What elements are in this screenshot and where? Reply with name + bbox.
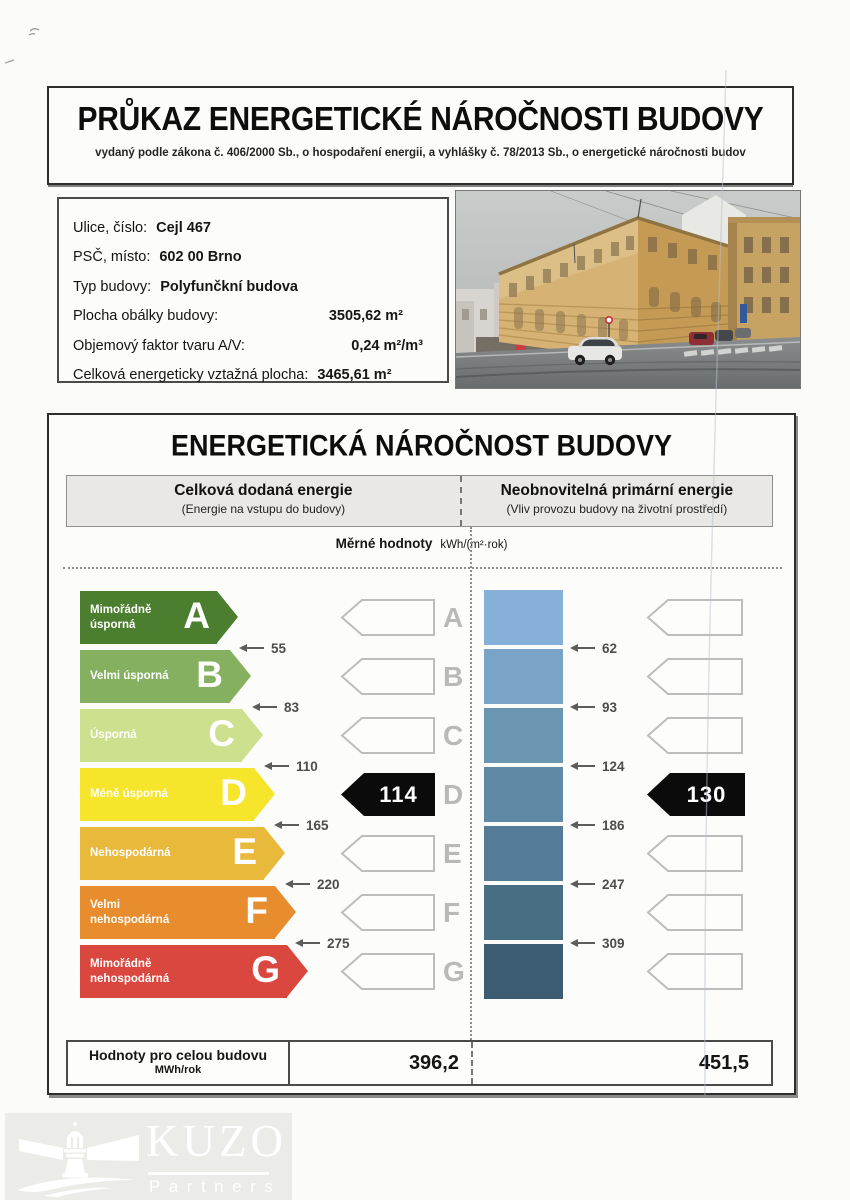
class-label: Velmi úsporná: [90, 670, 169, 683]
delivered-energy-header: [67, 476, 462, 526]
band-tip: [217, 591, 238, 643]
certificate-title-box: [47, 86, 794, 185]
band-tip: [264, 827, 285, 879]
tick-arrow-icon: [572, 765, 595, 767]
certificate-subtitle: vydaný podle zákona č. 406/2000 Sb., o hospodaření energii, a vyhlášky č. 78/2013 Sb., o energetické náročnosti budov: [95, 147, 746, 159]
outline-arrow: [645, 598, 744, 637]
outline-arrow: [339, 598, 436, 637]
building-photo: [455, 190, 801, 389]
tick-arrow-icon: [572, 706, 595, 708]
primary-band: [484, 767, 563, 822]
class-label: Úsporná: [90, 729, 137, 742]
outline-arrow: [339, 893, 436, 932]
units-value: kWh/(m²·rok): [440, 539, 508, 551]
primary-energy-title: Neobnovitelná primární energie: [500, 482, 734, 499]
outline-arrow: [645, 716, 744, 755]
primary-band: [484, 944, 563, 999]
class-letter: D: [220, 771, 247, 813]
class-band-b: [80, 650, 251, 703]
outline-arrow: [645, 834, 744, 873]
column-headers: [66, 475, 773, 527]
totals-unit: MWh/rok: [154, 1064, 202, 1076]
primary-energy-value-arrow: [645, 772, 746, 817]
outline-arrow: [339, 657, 436, 696]
scale-letter: B: [443, 660, 464, 692]
building-photo-scene: [456, 191, 800, 388]
certificate-title: PRŮKAZ ENERGETICKÉ NÁROČNOSTI BUDOVY: [77, 101, 764, 138]
scale-letter: C: [443, 719, 464, 751]
energy-rating-box: [47, 413, 796, 1095]
class-band-a: [80, 591, 238, 644]
scale-row-c: [49, 709, 794, 762]
primary-energy-header: [462, 476, 772, 526]
scale-letter: A: [443, 601, 464, 633]
scale-letter: D: [443, 778, 464, 810]
scale-row-a: [49, 591, 794, 644]
primary-threshold-62: 62: [572, 640, 617, 656]
delivered-energy-subtitle: (Energie na vstupu do budovy): [181, 502, 346, 516]
tick-arrow-icon: [297, 942, 320, 944]
scale-row-g: [49, 945, 794, 998]
class-label: Mimořádně úsporná: [90, 604, 152, 631]
info-label: PSČ, místo:: [73, 249, 151, 266]
threshold-83: 83: [254, 699, 299, 715]
outline-arrow: [339, 952, 436, 991]
primary-band: [484, 708, 563, 763]
tick-arrow-icon: [241, 647, 264, 649]
logo-divider: [148, 1172, 269, 1175]
info-label: Celková energeticky vztažná plocha:: [73, 367, 309, 384]
class-letter: A: [183, 594, 210, 636]
delivered-energy-title: Celková dodaná energie: [174, 482, 353, 499]
units-label: Měrné hodnoty: [335, 536, 433, 551]
tick-arrow-icon: [276, 824, 299, 826]
threshold-220: 220: [287, 876, 340, 892]
primary-band: [484, 649, 563, 704]
tick-arrow-icon: [572, 647, 595, 649]
outline-arrow: [645, 952, 744, 991]
info-row-shape-factor: [73, 331, 447, 361]
totals-delivered-value: 396,2: [408, 1051, 459, 1074]
delivered-energy-value: 114: [379, 781, 418, 807]
kuzo-partners-logo: [5, 1113, 292, 1200]
delivered-energy-value-arrow: [339, 772, 436, 817]
scale-row-e: [49, 827, 794, 880]
band-tip: [287, 945, 308, 997]
class-band-c: [80, 709, 263, 762]
class-label: Nehospodárná: [90, 847, 171, 860]
totals-primary-value: 451,5: [698, 1051, 749, 1074]
class-band-e: [80, 827, 285, 880]
logo-subname: Partners: [149, 1177, 282, 1196]
info-value: 602 00 Brno: [159, 249, 242, 266]
info-value: 3505,62 m²: [328, 308, 403, 325]
outline-arrow: [645, 657, 744, 696]
primary-energy-subtitle: (Vliv provozu budovy na životní prostředí): [506, 502, 728, 516]
primary-band: [484, 826, 563, 881]
totals-label-cell: [68, 1042, 290, 1084]
class-letter: F: [245, 889, 268, 931]
info-label: Objemový faktor tvaru A/V:: [73, 337, 245, 354]
class-letter: C: [208, 712, 235, 754]
class-letter: E: [232, 830, 257, 872]
dotted-divider-horizontal: [63, 567, 782, 569]
primary-threshold-124: 124: [572, 758, 625, 774]
section-title: ENERGETICKÁ NÁROČNOST BUDOVY: [170, 429, 673, 463]
band-tip: [242, 709, 263, 761]
band-tip: [230, 650, 251, 702]
primary-band: [484, 590, 563, 645]
scale-row-f: [49, 886, 794, 939]
info-value: 3465,61 m²: [317, 367, 392, 384]
class-label: Méně úsporná: [90, 788, 168, 801]
building-info-box: [57, 197, 449, 383]
scale-letter: E: [443, 837, 462, 869]
class-band-f: [80, 886, 296, 939]
info-row-city: [73, 243, 447, 273]
rating-scale: [49, 591, 794, 1051]
tick-arrow-icon: [266, 765, 289, 767]
scale-row-b: [49, 650, 794, 703]
info-row-envelope-area: [73, 302, 447, 332]
tick-arrow-icon: [287, 883, 310, 885]
whole-building-totals: [66, 1040, 773, 1086]
class-band-d: [80, 768, 275, 821]
info-label: Typ budovy:: [73, 278, 152, 295]
info-value: 0,24 m²/m³: [351, 337, 423, 354]
band-tip: [275, 886, 296, 938]
info-row-type: [73, 272, 447, 302]
class-letter: G: [251, 948, 280, 990]
primary-band: [484, 885, 563, 940]
info-row-street: [73, 213, 447, 243]
primary-threshold-93: 93: [572, 699, 617, 715]
outline-arrow: [645, 893, 744, 932]
info-value: Cejl 467: [156, 219, 211, 236]
logo-name: KUZO: [146, 1116, 287, 1166]
band-tip: [254, 768, 275, 820]
info-row-reference-area: [73, 361, 447, 391]
outline-arrow: [339, 834, 436, 873]
threshold-165: 165: [276, 817, 329, 833]
info-value: Polyfunčkní budova: [160, 278, 298, 295]
scale-letter: G: [443, 955, 465, 987]
lighthouse-icon: [13, 1118, 143, 1198]
threshold-110: 110: [266, 758, 318, 774]
tick-arrow-icon: [572, 883, 595, 885]
class-letter: B: [196, 653, 223, 695]
info-label: Ulice, číslo:: [73, 219, 148, 236]
totals-label: Hodnoty pro celou budovu: [88, 1047, 268, 1063]
primary-energy-value: 130: [686, 781, 727, 807]
threshold-55: 55: [241, 640, 286, 656]
outline-arrow: [339, 716, 436, 755]
threshold-275: 275: [297, 935, 350, 951]
primary-threshold-186: 186: [572, 817, 625, 833]
class-band-g: [80, 945, 308, 998]
class-label: Mimořádně nehospodárná: [90, 958, 170, 985]
scale-row-d: [49, 768, 794, 821]
class-label: Velmi nehospodárná: [90, 899, 170, 926]
scale-letter: F: [443, 896, 461, 928]
info-label: Plocha obálky budovy:: [73, 308, 219, 325]
tick-arrow-icon: [572, 824, 595, 826]
units-row: [49, 535, 794, 553]
primary-threshold-309: 309: [572, 935, 625, 951]
tick-arrow-icon: [254, 706, 277, 708]
tick-arrow-icon: [572, 942, 595, 944]
primary-threshold-247: 247: [572, 876, 625, 892]
